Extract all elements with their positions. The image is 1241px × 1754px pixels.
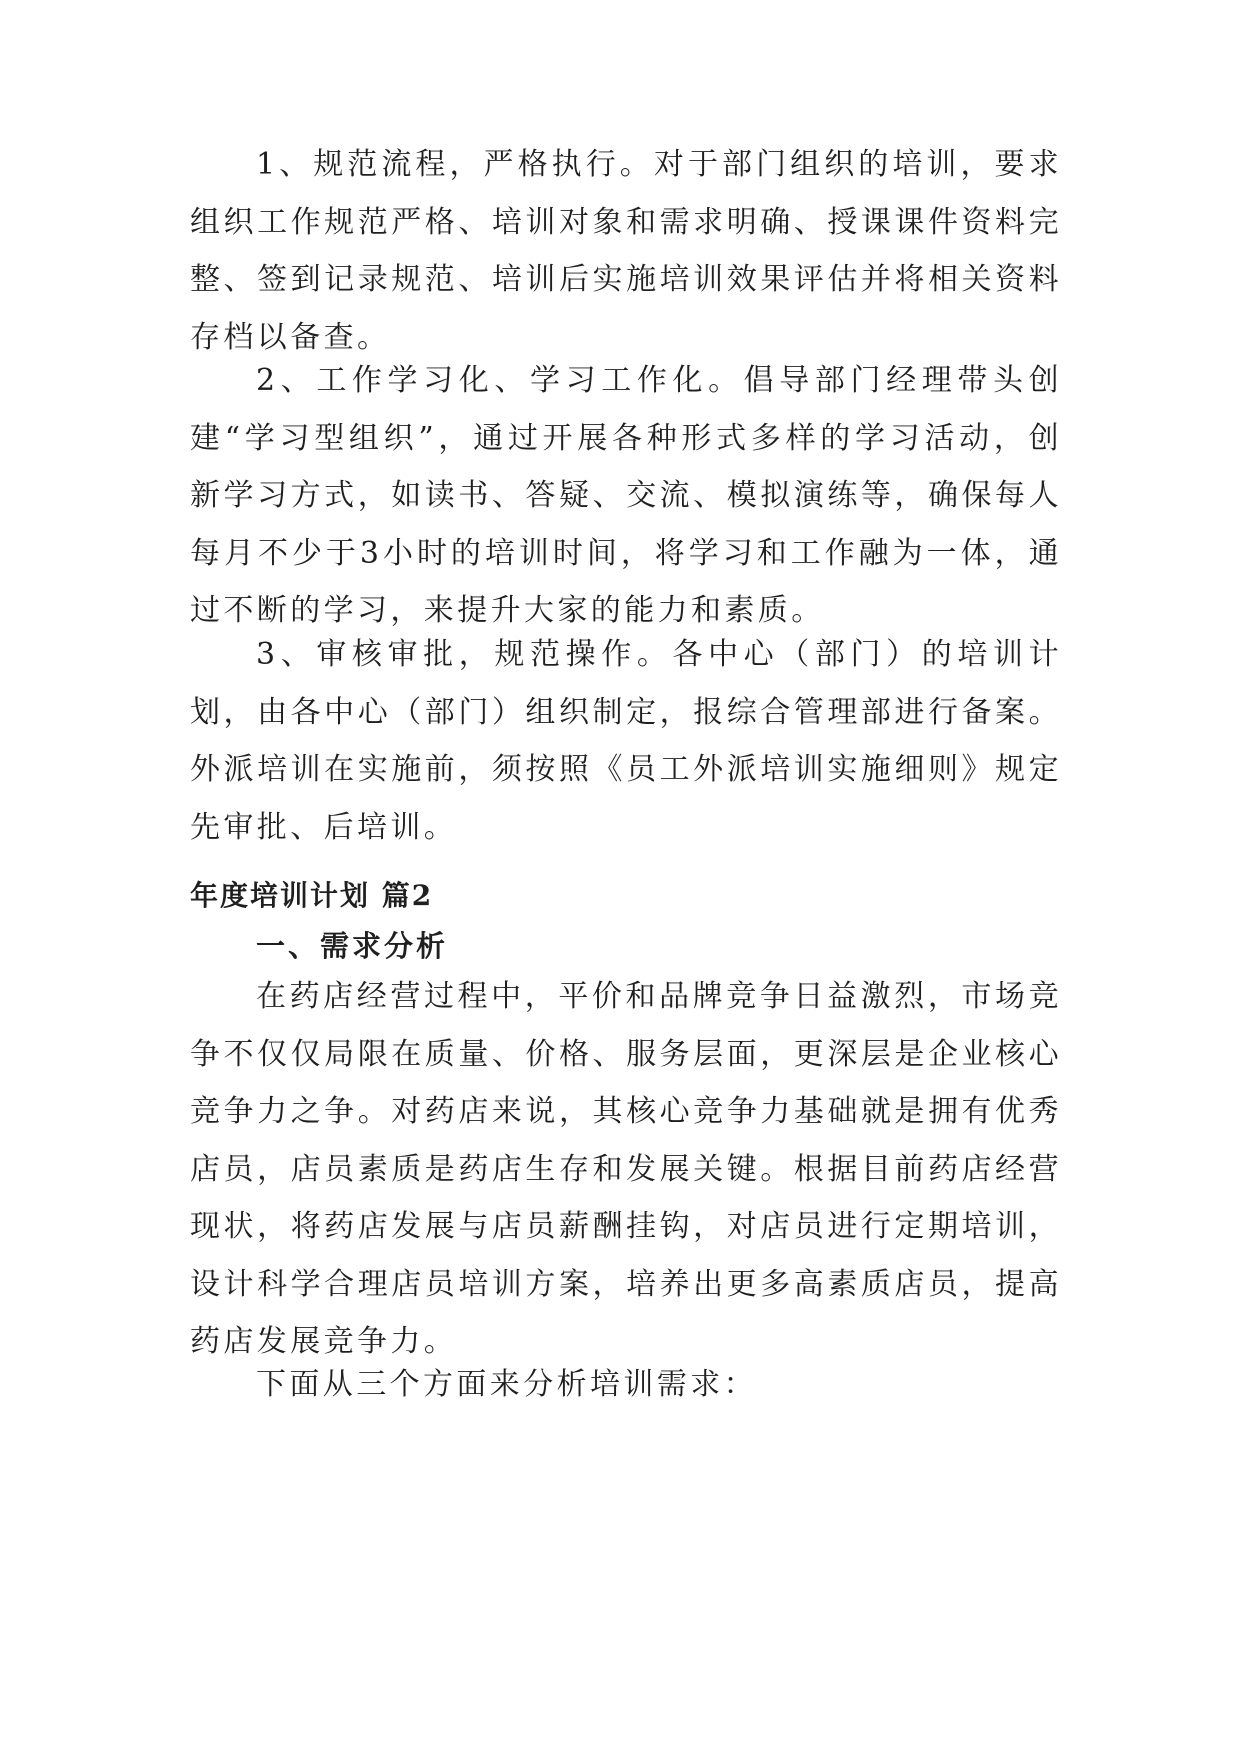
paragraph-review-approval: 3、审核审批，规范操作。各中心（部门）的培训计划，由各中心（部门）组织制定，报综合管理部进行备案。外派培训在实施前，须按照《员工外派培训实施细则》规定先审批、后培训。 xyxy=(190,637,1062,845)
paragraph-learning-work: 2、工作学习化、学习工作化。倡导部门经理带头创建“学习型组织”，通过开展各种形式多样的学习活动，创新学习方式，如读书、答疑、交流、模拟演练等，确保每人每月不少于3小时的培训时间，将学习和工作融为一体，通过不断的学习，来提升大家的能力和素质。 xyxy=(190,363,1062,628)
paragraph-standardize-process: 1、规范流程，严格执行。对于部门组织的培训，要求组织工作规范严格、培训对象和需求明确、授课课件资料完整、签到记录规范、培训后实施培训效果评估并将相关资料存档以备查。 xyxy=(190,147,1062,355)
subsection-title: 一、需求分析 xyxy=(256,929,449,963)
section-title: 年度培训计划 篇2 xyxy=(190,879,434,912)
paragraph-three-aspects: 下面从三个方面来分析培训需求： xyxy=(256,1367,757,1402)
paragraph-needs-analysis: 在药店经营过程中，平价和品牌竞争日益激烈，市场竞争不仅仅局限在质量、价格、服务层面，更深层是企业核心竞争力之争。对药店来说，其核心竞争力基础就是拥有优秀店员，店员素质是药店生存和发展关键。根据目前药店经营现状，将药店发展与店员薪酬挂钩，对店员进行定期培训，设计科学合理店员培训方案，培养出更多高素质店员，提高药店发展竞争力。 xyxy=(190,979,1062,1359)
